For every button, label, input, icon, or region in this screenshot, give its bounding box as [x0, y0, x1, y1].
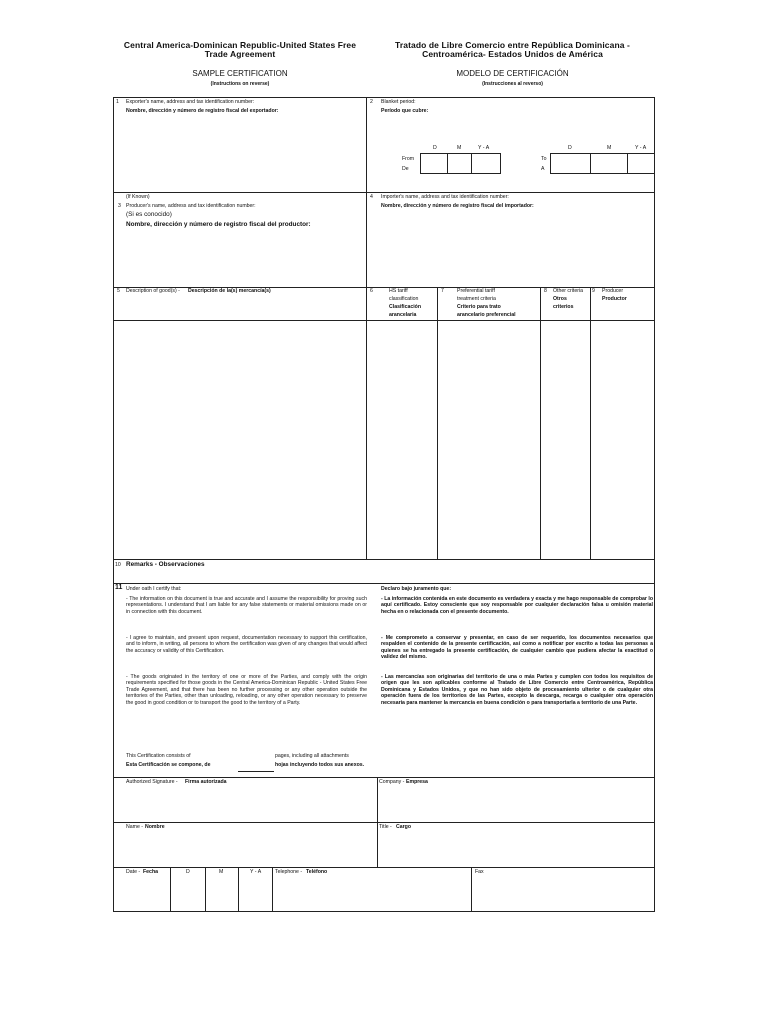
date-year-field[interactable] — [239, 876, 271, 911]
name-label-es: Nombre — [145, 824, 165, 830]
box7-line4: arancelario preferencial — [457, 312, 516, 318]
box11-number: 11 — [115, 584, 123, 591]
date-day-field[interactable] — [171, 876, 204, 911]
telephone-label-es: Teléfono — [306, 869, 328, 875]
importer-field[interactable] — [368, 212, 654, 286]
name-label-en: Name - — [126, 824, 144, 830]
divider-col9 — [590, 287, 591, 559]
title-label-en: Title - — [379, 824, 392, 830]
box2-number: 2 — [370, 99, 373, 105]
box4-label-en: Importer's name, address and tax identification number: — [381, 194, 509, 200]
from-month-label: M — [457, 145, 462, 151]
spanish-title: Tratado de Libre Comercio entre República Dominicana -Centroamérica- Estados Unidos de América — [395, 40, 630, 59]
de-label: De — [402, 166, 409, 172]
company-field[interactable] — [378, 786, 654, 821]
box6-line2: classification — [389, 296, 419, 302]
box3-known-es: (Si es conocido) — [126, 211, 172, 218]
box6-line4: arancelaria — [389, 312, 417, 318]
page-count-field[interactable] — [238, 771, 274, 772]
spanish-instructions-note: (Instrucciones al reverso) — [482, 81, 543, 87]
oath-paragraph3-en: - The goods originated in the territory of one or more of the Parties, and comply with the origin requirements specified for those goods in the Central America-Dominican Republic - United States Free Trade Agreement, and that there has been no further processing or any other operation outside the territories of the Parties, other than unloading, reloading, or any other operation necessary to preserve the good in good condition or to transport the good to the territory of a Party. — [126, 674, 367, 706]
producer-column-field[interactable] — [592, 321, 654, 558]
divider-col7 — [437, 287, 438, 559]
box8-line2: Otros — [553, 296, 567, 302]
from-label: From — [402, 156, 415, 162]
box5-label-es: Descripción de la(s) mercancía(s) — [188, 288, 271, 294]
box8-number: 8 — [544, 288, 547, 294]
box3-label-es: Nombre, dirección y número de registro fiscal del productor: — [126, 221, 311, 228]
oath-paragraph3-es: - Las mercancías son originarias del territorio de una o más Partes y cumplen con todos los requisitos de origen que les son aplicables conforme al Tratado de Libre Comercio entre Centroamérica, República Dominicana y Estados Unidos, y que no han sido objeto de procesamiento ulterior o de cualquier otra operación fuera de los territorios de las Partes, excepto la descarga, recarga o cualquier otra operación necesaria para mantener la mercancía en buena condición o para transportarla a territorio de una Parte. — [381, 674, 653, 706]
hs-tariff-field[interactable] — [368, 321, 436, 558]
producer-field[interactable] — [114, 232, 365, 286]
company-label-es: Empresa — [406, 779, 428, 785]
box5-label-en: Description of good(s) - — [126, 288, 180, 294]
from-year-label: Y - A — [478, 145, 490, 151]
oath-paragraph1-es: - La información contenida en este documento es verdadera y exacta y me hago responsable de comprobar lo aquí certificado. Estoy consciente que soy responsable por cualquier declaración falsa u omisión material hecha en o relacionada con el presente documento. — [381, 596, 653, 615]
box3-number: 3 — [118, 203, 121, 209]
to-month-label: M — [607, 145, 612, 151]
box10-number: 10 — [115, 562, 121, 568]
telephone-label-en: Telephone - — [275, 869, 303, 875]
oath-intro-en: Under oath I certify that: — [126, 586, 182, 592]
date-day-label: D — [186, 869, 190, 875]
signature-field[interactable] — [114, 786, 376, 821]
a-label: A — [541, 166, 545, 172]
box1-label-en: Exporter's name, address and tax identification number: — [126, 99, 255, 105]
box9-line1: Producer — [602, 288, 624, 294]
box1-number: 1 — [116, 99, 119, 105]
rule-name — [113, 822, 655, 823]
to-year-field[interactable] — [627, 153, 655, 174]
box1-label-es: Nombre, dirección y número de registro fiscal del exportador: — [126, 108, 279, 114]
box2-label-en: Blanket period: — [381, 99, 416, 105]
oath-paragraph2-es: - Me comprometo a conservar y presentar, en caso de ser requerido, los documentos necesarios que respalden el contenido de la presente certificación, así como a notificar por escrito a todas las personas a quienes se ha entregado la presente certificación, de cualquier cambio que pudiera afectar la exactitud o validez del mismo. — [381, 635, 653, 661]
preferential-criteria-field[interactable] — [439, 321, 539, 558]
pages-attachments-en: pages, including all attachments — [275, 753, 349, 759]
english-instructions-note: (Instructions on reverse) — [210, 81, 270, 87]
title-label-es: Cargo — [396, 824, 411, 830]
other-criteria-field[interactable] — [542, 321, 589, 558]
consists-of-en: This Certification consists of — [126, 753, 191, 759]
from-day-field[interactable] — [420, 153, 448, 174]
date-year-label: Y - A — [250, 869, 262, 875]
english-title: Central America-Dominican Republic-United States Free Trade Agreement — [123, 40, 357, 59]
box4-number: 4 — [370, 194, 373, 200]
date-label-es: Fecha — [143, 869, 158, 875]
box6-line3: Clasificación — [389, 304, 422, 310]
box7-line2: treatment criteria — [457, 296, 496, 302]
signature-label-es: Firma autorizada — [185, 779, 227, 785]
goods-description-field[interactable] — [114, 321, 365, 558]
box7-line1: Preferential tariff — [457, 288, 495, 294]
box6-line1: HS tariff — [389, 288, 408, 294]
telephone-field[interactable] — [273, 876, 470, 911]
oath-paragraph1-en: - The information on this document is true and accurate and I assume the responsibility for proving such representations. I understand that I am liable for any false statements or material omissions made on or in connection with this document. — [126, 596, 367, 615]
box9-number: 9 — [592, 288, 595, 294]
to-month-field[interactable] — [590, 153, 628, 174]
pages-attachments-es: hojas incluyendo todos sus anexos. — [275, 762, 365, 768]
box4-label-es: Nombre, dirección y número de registro fiscal del importador: — [381, 203, 534, 209]
to-day-field[interactable] — [550, 153, 591, 174]
company-label-en: Company - — [379, 779, 405, 785]
fax-field[interactable] — [472, 876, 654, 911]
remarks-field[interactable] — [200, 561, 654, 582]
to-day-label: D — [568, 145, 572, 151]
box8-line1: Other criteria — [553, 288, 583, 294]
box3-if-known: (If Known) — [126, 194, 150, 200]
from-month-field[interactable] — [447, 153, 472, 174]
date-label-en: Date - — [126, 869, 141, 875]
fax-label: Fax — [475, 869, 484, 875]
signature-label-en: Authorized Signature - — [126, 779, 178, 785]
box5-number: 5 — [117, 288, 120, 294]
date-month-label: M — [219, 869, 224, 875]
divider-col8 — [540, 287, 541, 559]
box7-number: 7 — [441, 288, 444, 294]
box10-label: Remarks - Observaciones — [126, 561, 205, 568]
consists-of-es: Esta Certificación se compone, de — [126, 762, 211, 768]
english-subtitle: SAMPLE CERTIFICATION — [192, 69, 288, 78]
to-label: To — [541, 156, 547, 162]
to-year-label: Y - A — [635, 145, 647, 151]
box2-label-es: Período que cubre: — [381, 108, 429, 114]
exporter-field[interactable] — [114, 116, 365, 191]
rule-date — [113, 867, 655, 868]
rule-signature — [113, 777, 655, 778]
rule-remarks — [113, 559, 655, 560]
oath-intro-es: Declaro bajo juramento que: — [381, 586, 452, 592]
spanish-subtitle: MODELO DE CERTIFICACIÓN — [456, 69, 569, 78]
from-day-label: D — [433, 145, 437, 151]
oath-paragraph2-en: - I agree to maintain, and present upon request, documentation necessary to support this certification, and to inform, in writing, all persons to whom the certification was given of any changes that would affect the accuracy or validity of this Certification. — [126, 635, 367, 654]
name-field[interactable] — [114, 831, 376, 866]
title-field[interactable] — [378, 831, 654, 866]
rule-row1 — [113, 192, 655, 193]
rule-oath — [113, 583, 655, 584]
box9-line2: Productor — [602, 296, 627, 302]
box8-line3: criterios — [553, 304, 574, 310]
divider-col6 — [366, 287, 367, 559]
box3-label-en: Producer's name, address and tax identification number: — [126, 203, 256, 209]
box7-line3: Criterio para trato — [457, 304, 501, 310]
date-month-field[interactable] — [206, 876, 237, 911]
from-year-field[interactable] — [471, 153, 501, 174]
box6-number: 6 — [370, 288, 373, 294]
divider-top — [366, 97, 367, 287]
